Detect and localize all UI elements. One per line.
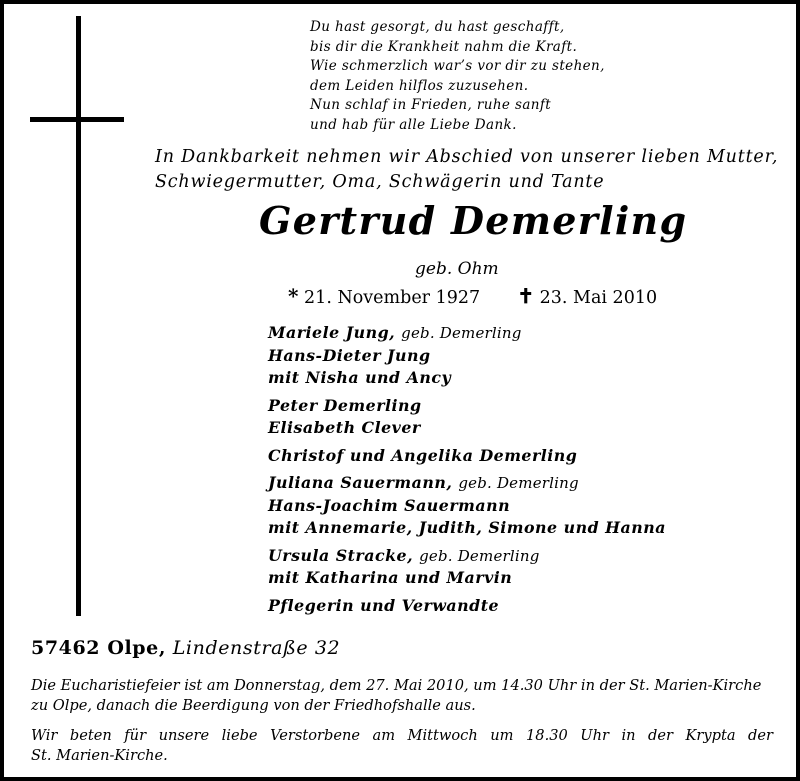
- family-member: Juliana Sauermann,: [268, 473, 453, 492]
- poem-line: Nun schlaf in Frieden, ruhe sanft: [310, 97, 552, 114]
- maiden-note: geb. Demerling: [458, 474, 579, 492]
- poem-line: und hab für alle Liebe Dank.: [310, 116, 517, 133]
- family-member: Hans-Dieter Jung: [268, 345, 431, 365]
- family-member: mit Annemarie, Judith, Simone und Hanna: [268, 518, 666, 537]
- family-group: [268, 595, 666, 618]
- intro-text: [155, 145, 778, 194]
- maiden-note: geb. Demerling: [419, 546, 540, 565]
- poem-line: bis dir die Krankheit nahm die Kraft.: [310, 38, 578, 55]
- prayer-line: Wir beten für unsere liebe Verstorbene am Mittwoch um 18.30 Uhr in der Krypta der: [31, 727, 773, 744]
- family-member: Hans-Joachim Sauermann: [268, 495, 511, 515]
- life-dates: [288, 284, 657, 308]
- maiden-name: geb. Ohm: [415, 259, 499, 279]
- address-street: Lindenstraße 32: [172, 637, 341, 659]
- family-list: [268, 322, 666, 622]
- mass-notice: Die Eucharistiefeier ist am Donnerstag, dem 27. Mai 2010, um 14.30 Uhr in der St. Marien-Kirche zu Olpe, danach die Beerdigung von der Friedhofshalle aus.: [31, 677, 762, 714]
- cross-icon-bar: [30, 117, 124, 122]
- poem: [310, 18, 605, 136]
- poem-line: Wie schmerzlich war’s vor dir zu stehen,: [310, 58, 605, 75]
- family-group: [268, 545, 666, 590]
- family-member: Elisabeth Clever: [268, 418, 421, 437]
- address-city: 57462 Olpe,: [31, 637, 167, 659]
- intro-line: In Dankbarkeit nehmen wir Abschied von unserer lieben Mutter,: [155, 147, 779, 167]
- family-member: Ursula Stracke,: [268, 545, 414, 565]
- birth-date: 21. November 1927: [304, 288, 481, 308]
- death-date: 23. Mai 2010: [539, 288, 658, 308]
- maiden-note: geb. Demerling: [401, 324, 522, 342]
- address: [31, 637, 340, 659]
- family-member: mit Katharina und Marvin: [268, 568, 513, 587]
- prayer-notice: [31, 726, 773, 765]
- cross-icon: [76, 16, 81, 616]
- death-cross-icon: ✝: [517, 284, 535, 308]
- family-group: [268, 445, 666, 468]
- family-member: Peter Demerling: [268, 395, 422, 415]
- deceased-name: Gertrud Demerling: [259, 198, 688, 243]
- poem-line: dem Leiden hilflos zuzusehen.: [310, 77, 529, 94]
- family-member: Pflegerin und Verwandte: [268, 595, 500, 615]
- family-member: Mariele Jung,: [268, 323, 396, 342]
- family-member: Christof und Angelika Demerling: [268, 445, 578, 465]
- family-group: [268, 472, 666, 540]
- birth-star-icon: *: [288, 284, 299, 308]
- intro-line: Schwiegermutter, Oma, Schwägerin und Tante: [155, 171, 605, 192]
- prayer-line: St. Marien-Kirche.: [31, 746, 168, 764]
- poem-line: Du hast gesorgt, du hast geschafft,: [310, 19, 565, 35]
- family-group: [268, 322, 666, 390]
- family-group: [268, 395, 666, 440]
- family-member: mit Nisha und Ancy: [268, 368, 452, 387]
